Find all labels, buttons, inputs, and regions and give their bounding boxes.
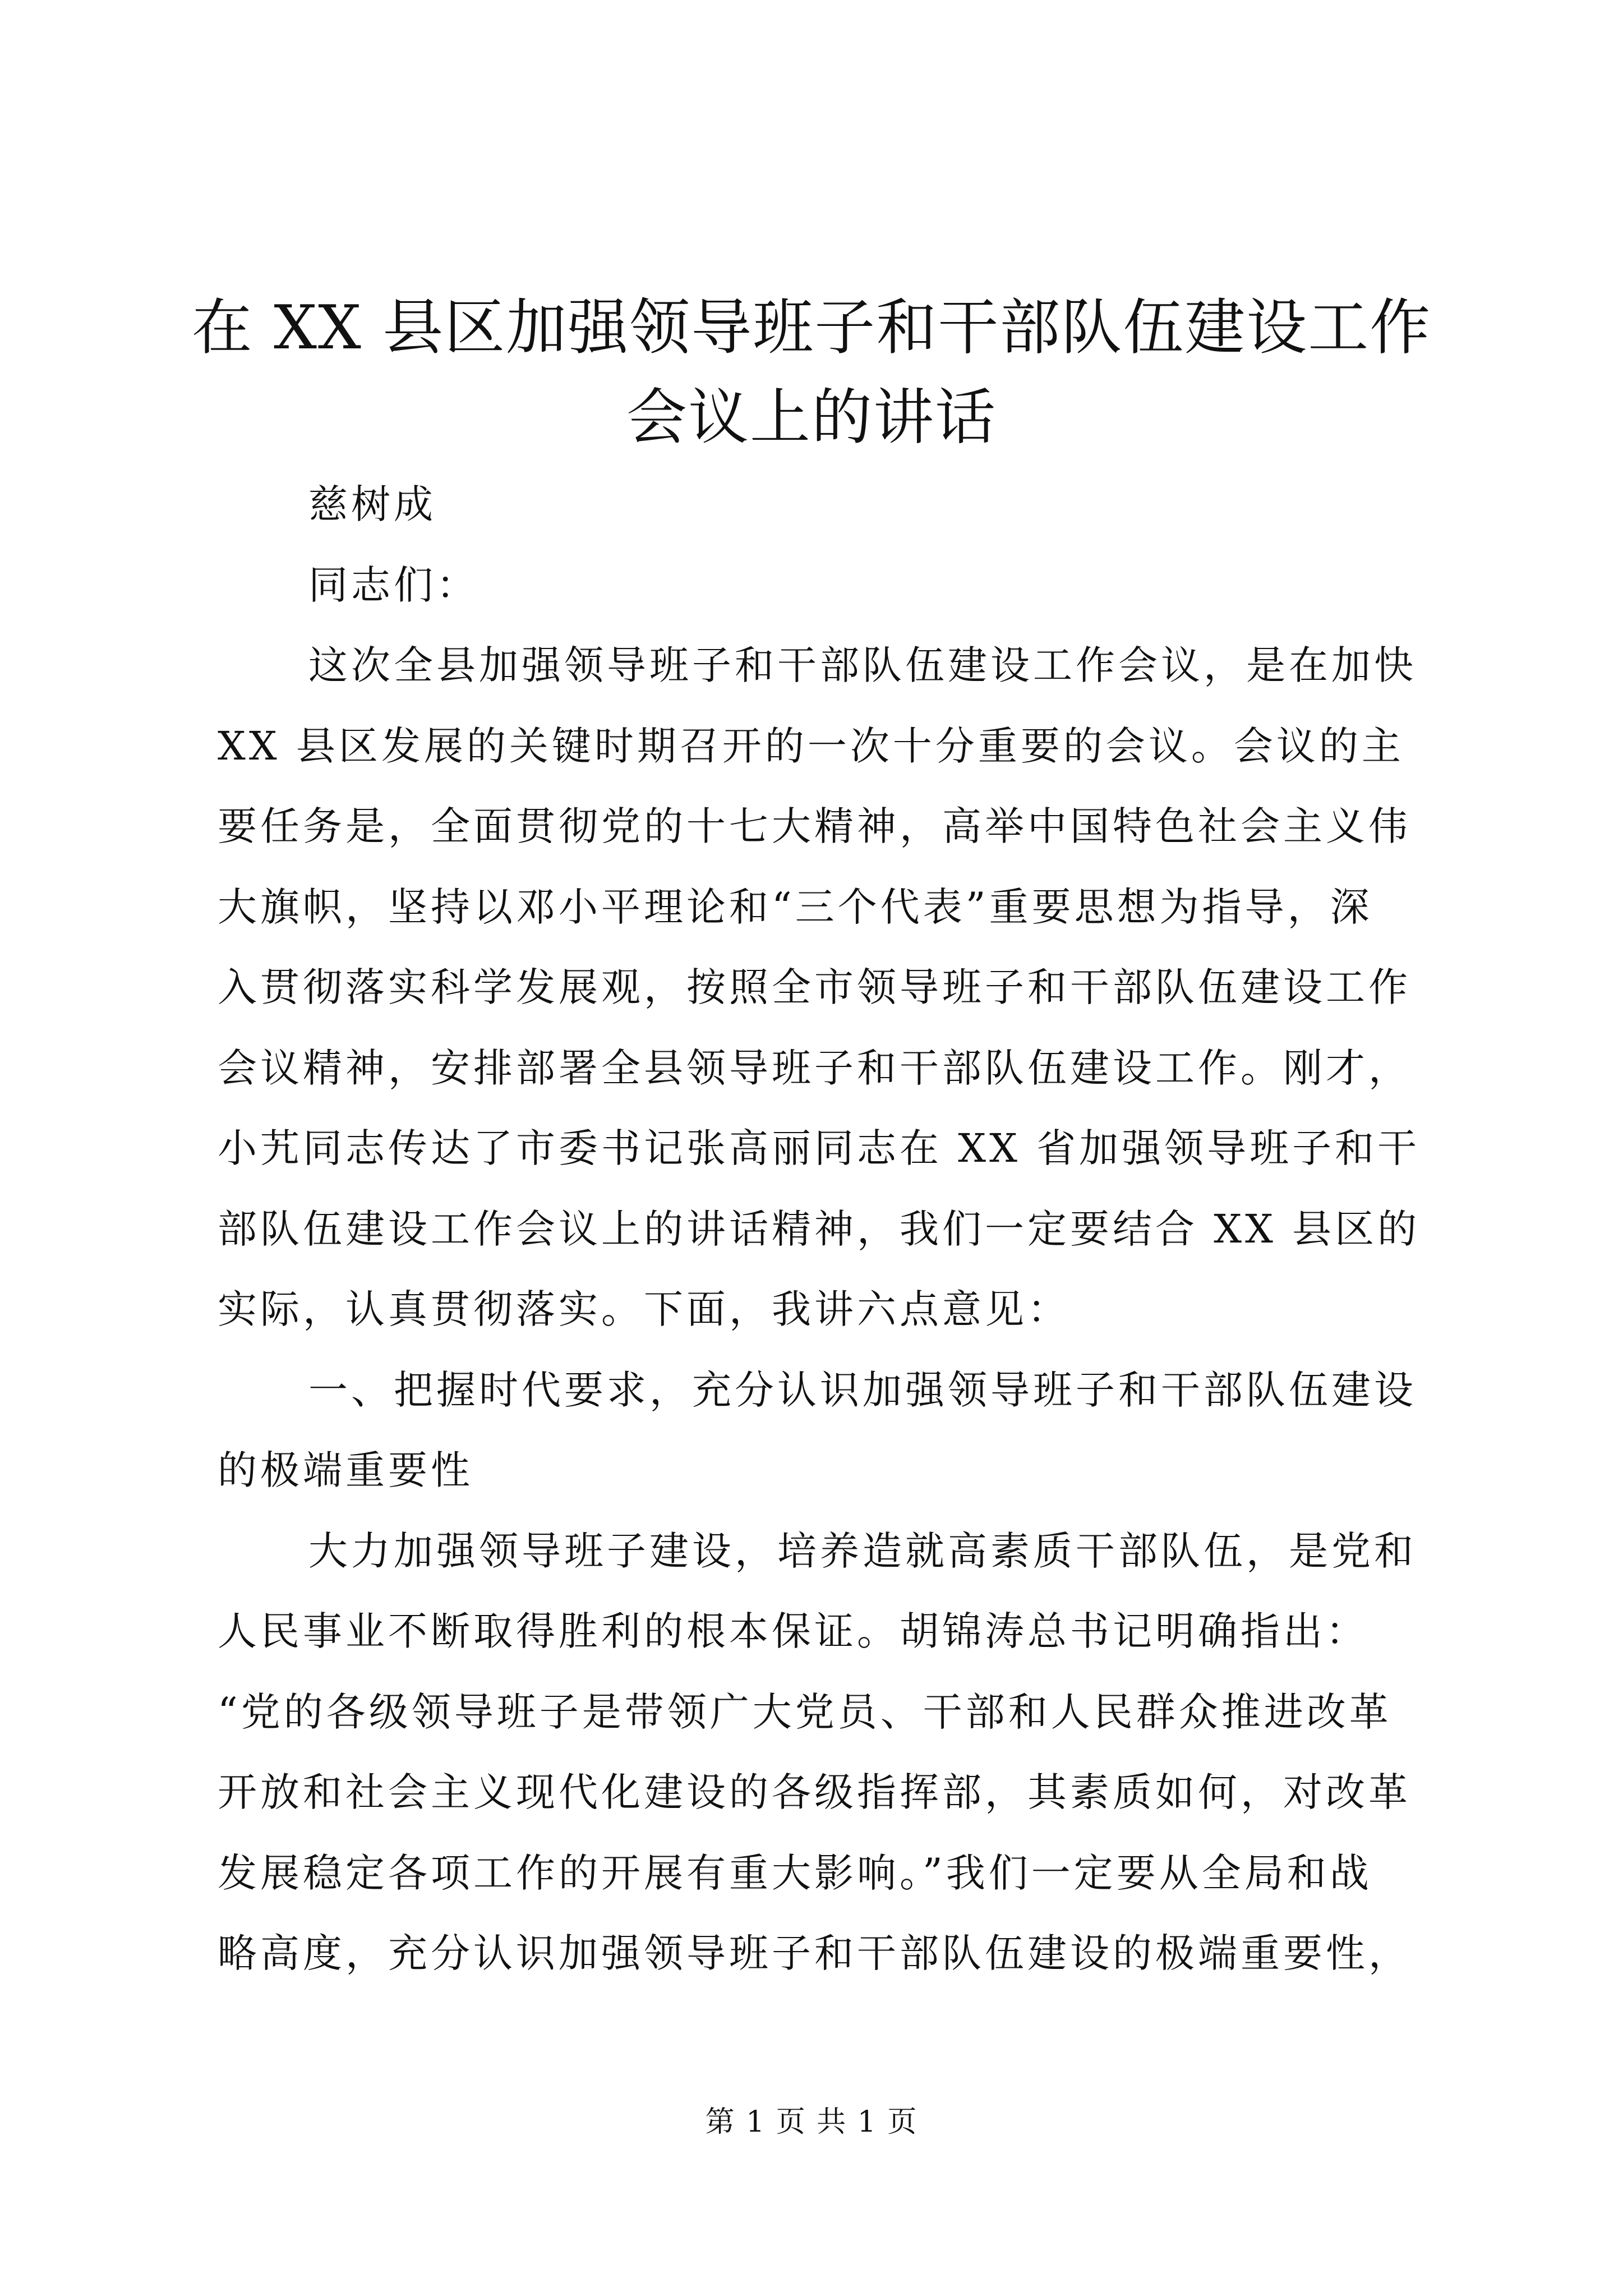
paragraph-line: 一、把握时代要求，充分认识加强领导班子和干部队伍建设 [308, 1366, 1417, 1413]
paragraph-line: 人民事业不断取得胜利的根本保证。胡锦涛总书记明确指出： [218, 1608, 1368, 1654]
paragraph-line: 开放和社会主义现代化建设的各级指挥部，其素质如何，对改革 [218, 1769, 1411, 1815]
paragraph-line: 入贯彻落实科学发展观，按照全市领导班子和干部队伍建设工作 [218, 964, 1411, 1010]
paragraph-line: 会议精神，安排部署全县领导班子和干部队伍建设工作。刚才， [218, 1045, 1411, 1091]
paragraph-line: 实际，认真贯彻落实。下面，我讲六点意见： [218, 1286, 1070, 1332]
paragraph-line: 部队伍建设工作会议上的讲话精神，我们一定要结合 XX 县区的 [218, 1205, 1421, 1252]
document-title [168, 283, 1455, 463]
paragraph-line: 略高度，充分认识加强领导班子和干部队伍建设的极端重要性， [218, 1930, 1411, 1976]
paragraph-line: 同志们： [308, 562, 479, 608]
paragraph-line: 要任务是，全面贯彻党的十七大精神，高举中国特色社会主义伟 [218, 803, 1411, 849]
paragraph-line: 小艽同志传达了市委书记张高丽同志在 XX 省加强领导班子和干 [218, 1125, 1421, 1171]
paragraph-line: 的极端重要性 [218, 1447, 473, 1493]
title-line: 会议上的讲话 [626, 383, 997, 453]
document-body [218, 464, 1421, 1994]
paragraph-line: “党的各级领导班子是带领广大党员、干部和人民群众推进改革 [218, 1688, 1392, 1735]
title-line: 在 XX 县区加强领导班子和干部队伍建设工作 [191, 293, 1432, 363]
paragraph-line: 大力加强领导班子建设，培养造就高素质干部队伍，是党和 [308, 1527, 1417, 1574]
paragraph-line: 这次全县加强领导班子和干部队伍建设工作会议，是在加快 [308, 642, 1417, 688]
paragraph-line: 慈树成 [308, 481, 436, 527]
paragraph-line: XX 县区发展的关键时期召开的一次十分重要的会议。会议的主 [218, 723, 1404, 769]
paragraph-line: 发展稳定各项工作的开展有重大影响。”我们一定要从全局和战 [218, 1849, 1372, 1896]
paragraph-line: 大旗帜，坚持以邓小平理论和“三个代表”重要思想为指导，深 [218, 884, 1373, 930]
page-footer: 第 1 页 共 1 页 [705, 2105, 918, 2139]
